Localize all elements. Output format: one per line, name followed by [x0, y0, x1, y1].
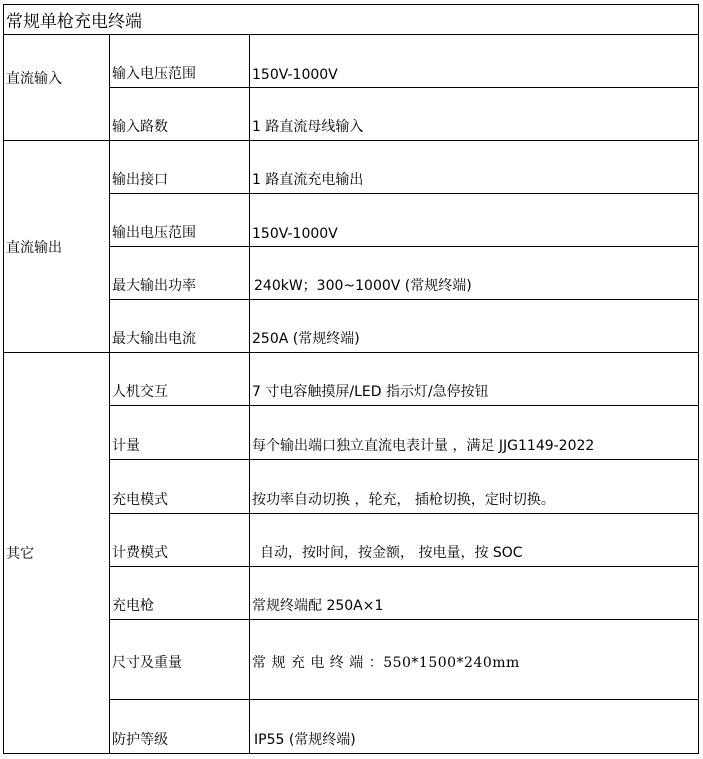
row-value: 常 规 充 电 终 端 ：550*1500*240mm [250, 620, 699, 700]
row-label: 输出电压范围 [110, 194, 250, 247]
row-value: 1 路直流母线输入 [250, 88, 699, 141]
row-label: 输出接口 [110, 141, 250, 194]
row-value: 每个输出端口独立直流电表计量 ，满足 JJG1149-2022 [250, 406, 699, 460]
group-other: 其它 [4, 353, 110, 754]
row-label: 人机交互 [110, 353, 250, 406]
row-label: 充电模式 [110, 460, 250, 514]
row-value: 1 路直流充电输出 [250, 141, 699, 194]
table-row [4, 353, 699, 406]
row-label: 尺寸及重量 [110, 620, 250, 700]
row-label: 计费模式 [110, 514, 250, 567]
row-label: 防护等级 [110, 700, 250, 754]
row-value: 常规终端配 250A×1 [250, 567, 699, 620]
row-value: 240kW；300~1000V (常规终端) [250, 247, 699, 300]
row-label: 输入电压范围 [110, 35, 250, 88]
row-label: 充电枪 [110, 567, 250, 620]
row-value: IP55 (常规终端) [250, 700, 699, 754]
row-label: 最大输出功率 [110, 247, 250, 300]
table-row [4, 141, 699, 194]
row-value: 自动，按时间，按金额， 按电量，按 SOC [250, 514, 699, 567]
spec-table [3, 4, 699, 754]
group-dc-input: 直流输入 [4, 35, 110, 141]
row-value: 150V-1000V [250, 35, 699, 88]
row-value: 按功率自动切换 ，轮充， 插枪切换，定时切换。 [250, 460, 699, 514]
row-label: 最大输出电流 [110, 300, 250, 353]
title-row [4, 5, 699, 35]
table-row [4, 35, 699, 88]
row-value: 250A (常规终端) [250, 300, 699, 353]
table-title: 常规单枪充电终端 [4, 5, 699, 35]
row-label: 输入路数 [110, 88, 250, 141]
row-value: 7 寸电容触摸屏/LED 指示灯/急停按钮 [250, 353, 699, 406]
row-value: 150V-1000V [250, 194, 699, 247]
group-dc-output: 直流输出 [4, 141, 110, 353]
row-label: 计量 [110, 406, 250, 460]
